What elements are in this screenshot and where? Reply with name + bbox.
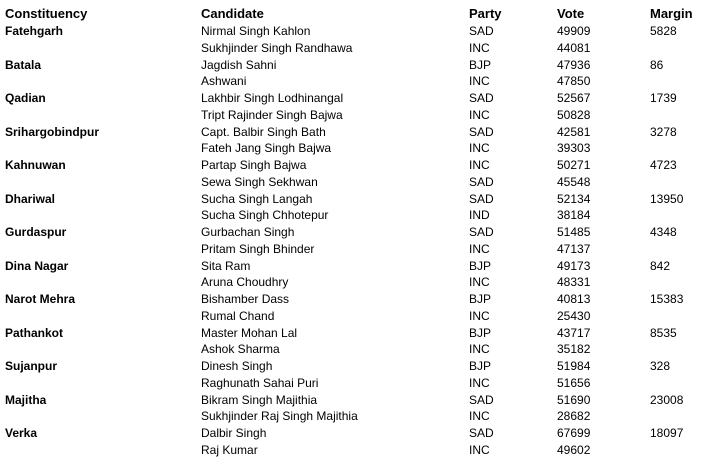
margin-cell: 86 bbox=[650, 57, 664, 72]
candidate-cell: Nirmal Singh Kahlon bbox=[201, 24, 311, 38]
table-row bbox=[5, 274, 702, 291]
constituency-cell: Batala bbox=[5, 57, 42, 72]
constituency-cell bbox=[5, 40, 201, 57]
party-cell: SAD bbox=[469, 124, 494, 139]
vote-cell: 28682 bbox=[557, 409, 591, 424]
table-row bbox=[5, 425, 702, 442]
constituency-cell: Fatehgarh bbox=[5, 24, 64, 38]
constituency-cell bbox=[5, 241, 201, 258]
header-constituency: Constituency bbox=[5, 6, 88, 21]
table-row bbox=[5, 224, 702, 241]
candidate-cell: Rumal Chand bbox=[201, 308, 275, 323]
table-row bbox=[5, 73, 702, 90]
margin-cell bbox=[650, 40, 702, 57]
margin-cell bbox=[650, 408, 702, 425]
party-cell: SAD bbox=[469, 24, 494, 38]
candidate-cell: Fateh Jang Singh Bajwa bbox=[201, 141, 332, 156]
candidate-cell: Sukhjinder Singh Randhawa bbox=[201, 40, 353, 55]
vote-cell: 35182 bbox=[557, 342, 591, 357]
candidate-cell: Raj Kumar bbox=[201, 442, 258, 457]
candidate-cell: Sita Ram bbox=[201, 258, 251, 273]
margin-cell: 15383 bbox=[650, 292, 684, 306]
constituency-cell bbox=[5, 73, 201, 90]
constituency-cell: Majitha bbox=[5, 392, 47, 407]
vote-cell: 67699 bbox=[557, 426, 591, 440]
table-row bbox=[5, 90, 702, 107]
candidate-cell: Partap Singh Bajwa bbox=[201, 158, 307, 172]
margin-cell: 13950 bbox=[650, 191, 684, 206]
candidate-cell: Sewa Singh Sekhwan bbox=[201, 174, 318, 189]
table-row bbox=[5, 207, 702, 224]
table-row bbox=[5, 124, 702, 141]
vote-cell: 51984 bbox=[557, 359, 591, 373]
table-row bbox=[5, 442, 702, 459]
party-cell: IND bbox=[469, 208, 490, 223]
candidate-cell: Dinesh Singh bbox=[201, 359, 273, 373]
table-row bbox=[5, 308, 702, 325]
constituency-cell bbox=[5, 375, 201, 392]
candidate-cell: Lakhbir Singh Lodhinangal bbox=[201, 91, 344, 105]
candidate-cell: Aruna Choudhry bbox=[201, 275, 289, 290]
constituency-cell: Verka bbox=[5, 426, 38, 440]
candidate-cell: Master Mohan Lal bbox=[201, 325, 298, 340]
table-row bbox=[5, 40, 702, 57]
party-cell: SAD bbox=[469, 174, 494, 189]
candidate-cell: Tript Rajinder Singh Bajwa bbox=[201, 107, 343, 122]
margin-cell bbox=[650, 107, 702, 124]
candidate-cell: Sukhjinder Raj Singh Majithia bbox=[201, 409, 358, 424]
vote-cell: 51485 bbox=[557, 225, 591, 239]
vote-cell: 49909 bbox=[557, 24, 591, 38]
table-row bbox=[5, 57, 702, 74]
vote-cell: 52134 bbox=[557, 191, 591, 206]
constituency-cell bbox=[5, 308, 201, 325]
party-cell: INC bbox=[469, 308, 490, 323]
margin-cell: 23008 bbox=[650, 392, 684, 407]
constituency-cell: Narot Mehra bbox=[5, 292, 76, 306]
margin-cell: 18097 bbox=[650, 426, 684, 440]
vote-cell: 51656 bbox=[557, 375, 591, 390]
party-cell: BJP bbox=[469, 258, 492, 273]
constituency-cell: Dhariwal bbox=[5, 191, 56, 206]
vote-cell: 50271 bbox=[557, 158, 591, 172]
margin-cell: 8535 bbox=[650, 325, 677, 340]
vote-cell: 50828 bbox=[557, 107, 591, 122]
candidate-cell: Ashok Sharma bbox=[201, 342, 280, 357]
table-row bbox=[5, 358, 702, 375]
margin-cell: 1739 bbox=[650, 91, 677, 105]
candidate-cell: Jagdish Sahni bbox=[201, 57, 277, 72]
vote-cell: 49602 bbox=[557, 442, 591, 457]
margin-cell: 3278 bbox=[650, 124, 677, 139]
vote-cell: 38184 bbox=[557, 208, 591, 223]
vote-cell: 51690 bbox=[557, 392, 591, 407]
party-cell: INC bbox=[469, 275, 490, 290]
party-cell: INC bbox=[469, 40, 490, 55]
table-row bbox=[5, 174, 702, 191]
party-cell: SAD bbox=[469, 91, 494, 105]
header-party: Party bbox=[469, 6, 502, 21]
margin-cell bbox=[650, 241, 702, 258]
candidate-cell: Sucha Singh Chhotepur bbox=[201, 208, 329, 223]
constituency-cell bbox=[5, 341, 201, 358]
margin-cell bbox=[650, 375, 702, 392]
margin-cell bbox=[650, 174, 702, 191]
margin-cell: 5828 bbox=[650, 24, 677, 38]
vote-cell: 25430 bbox=[557, 308, 591, 323]
constituency-cell bbox=[5, 107, 201, 124]
table-row bbox=[5, 341, 702, 358]
constituency-cell bbox=[5, 408, 201, 425]
constituency-cell: Pathankot bbox=[5, 325, 64, 340]
margin-cell: 4348 bbox=[650, 225, 677, 239]
header-margin: Margin bbox=[650, 6, 693, 21]
margin-cell: 328 bbox=[650, 359, 671, 373]
party-cell: INC bbox=[469, 107, 490, 122]
table-row bbox=[5, 191, 702, 208]
candidate-cell: Capt. Balbir Singh Bath bbox=[201, 124, 326, 139]
constituency-cell: Qadian bbox=[5, 91, 46, 105]
party-cell: INC bbox=[469, 74, 490, 89]
margin-cell bbox=[650, 442, 702, 459]
margin-cell bbox=[650, 73, 702, 90]
constituency-cell: Srihargobindpur bbox=[5, 124, 99, 139]
constituency-cell: Gurdaspur bbox=[5, 225, 67, 239]
party-cell: BJP bbox=[469, 57, 492, 72]
constituency-cell: Kahnuwan bbox=[5, 158, 66, 172]
candidate-cell: Dalbir Singh bbox=[201, 426, 267, 440]
party-cell: BJP bbox=[469, 325, 492, 340]
party-cell: BJP bbox=[469, 359, 492, 373]
results-table bbox=[5, 5, 702, 459]
margin-cell: 4723 bbox=[650, 158, 677, 172]
party-cell: SAD bbox=[469, 392, 494, 407]
candidate-cell: Gurbachan Singh bbox=[201, 225, 295, 239]
header-vote: Vote bbox=[557, 6, 585, 21]
margin-cell: 842 bbox=[650, 258, 671, 273]
candidate-cell: Raghunath Sahai Puri bbox=[201, 375, 319, 390]
table-row bbox=[5, 23, 702, 40]
party-cell: INC bbox=[469, 442, 490, 457]
table-row bbox=[5, 157, 702, 174]
table-row bbox=[5, 392, 702, 409]
constituency-cell: Dina Nagar bbox=[5, 258, 69, 273]
table-row bbox=[5, 140, 702, 157]
vote-cell: 42581 bbox=[557, 124, 591, 139]
margin-cell bbox=[650, 274, 702, 291]
candidate-cell: Bishamber Dass bbox=[201, 292, 290, 306]
candidate-cell: Bikram Singh Majithia bbox=[201, 392, 318, 407]
party-cell: INC bbox=[469, 241, 490, 256]
party-cell: INC bbox=[469, 409, 490, 424]
party-cell: BJP bbox=[469, 292, 492, 306]
vote-cell: 39303 bbox=[557, 141, 591, 156]
vote-cell: 47936 bbox=[557, 57, 591, 72]
vote-cell: 43717 bbox=[557, 325, 591, 340]
table-row bbox=[5, 107, 702, 124]
vote-cell: 48331 bbox=[557, 275, 591, 290]
party-cell: INC bbox=[469, 158, 490, 172]
table-row bbox=[5, 258, 702, 275]
margin-cell bbox=[650, 207, 702, 224]
header-row bbox=[5, 5, 702, 23]
table-row bbox=[5, 375, 702, 392]
party-cell: SAD bbox=[469, 191, 494, 206]
party-cell: SAD bbox=[469, 225, 494, 239]
vote-cell: 49173 bbox=[557, 258, 591, 273]
margin-cell bbox=[650, 308, 702, 325]
vote-cell: 44081 bbox=[557, 40, 591, 55]
margin-cell bbox=[650, 140, 702, 157]
party-cell: INC bbox=[469, 342, 490, 357]
vote-cell: 40813 bbox=[557, 292, 591, 306]
constituency-cell bbox=[5, 274, 201, 291]
header-candidate: Candidate bbox=[201, 6, 264, 21]
constituency-cell bbox=[5, 207, 201, 224]
constituency-cell bbox=[5, 174, 201, 191]
candidate-cell: Ashwani bbox=[201, 74, 247, 89]
candidate-cell: Pritam Singh Bhinder bbox=[201, 241, 315, 256]
party-cell: INC bbox=[469, 375, 490, 390]
table-row bbox=[5, 291, 702, 308]
margin-cell bbox=[650, 341, 702, 358]
constituency-cell: Sujanpur bbox=[5, 359, 58, 373]
party-cell: INC bbox=[469, 141, 490, 156]
table-row bbox=[5, 241, 702, 258]
table-row bbox=[5, 325, 702, 342]
vote-cell: 45548 bbox=[557, 174, 591, 189]
constituency-cell bbox=[5, 442, 201, 459]
vote-cell: 47137 bbox=[557, 241, 591, 256]
candidate-cell: Sucha Singh Langah bbox=[201, 191, 313, 206]
party-cell: SAD bbox=[469, 426, 494, 440]
vote-cell: 52567 bbox=[557, 91, 591, 105]
constituency-cell bbox=[5, 140, 201, 157]
vote-cell: 47850 bbox=[557, 74, 591, 89]
table-row bbox=[5, 408, 702, 425]
